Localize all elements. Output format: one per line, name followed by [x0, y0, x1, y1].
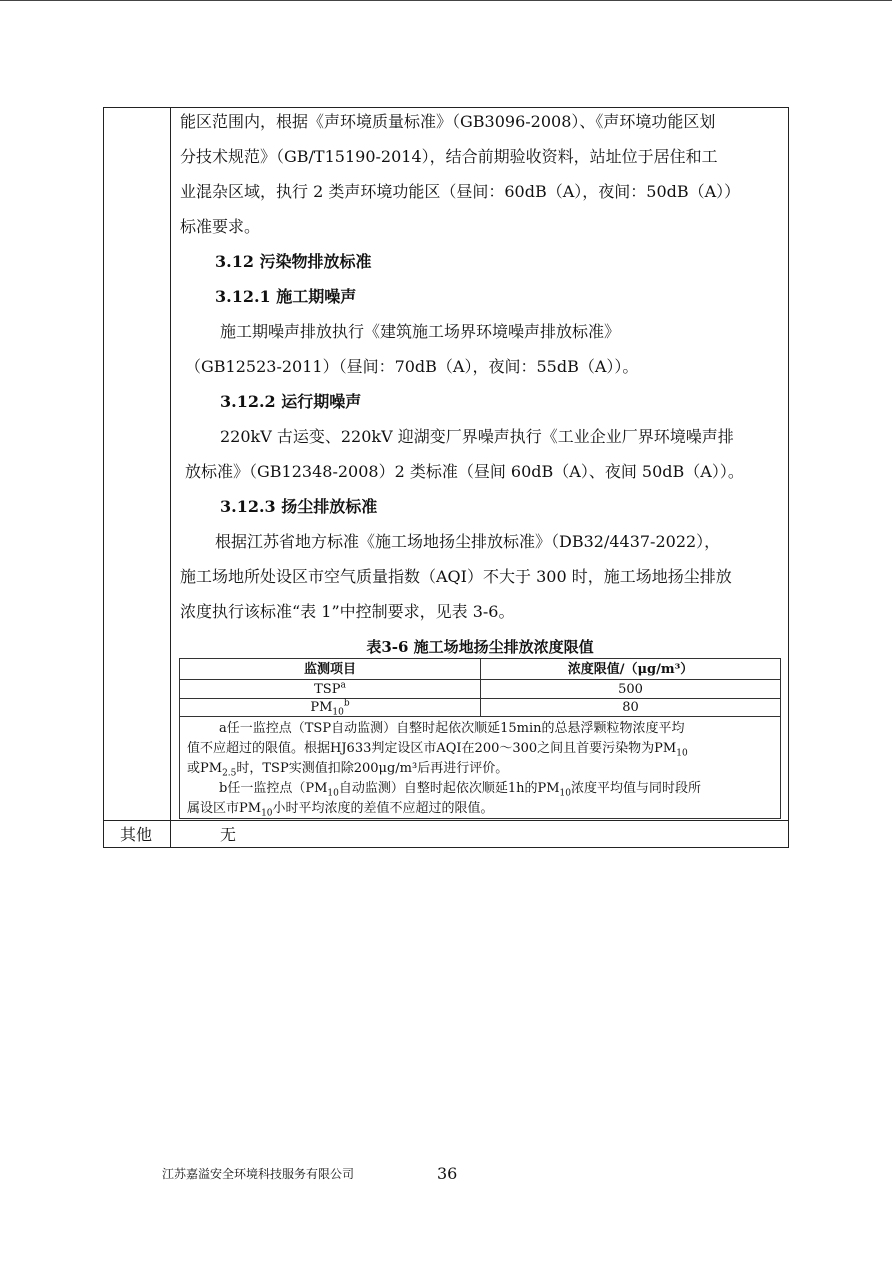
row-divider — [103, 820, 789, 821]
column-divider — [170, 107, 171, 848]
para-3-12-2-line-2: 放标准》（GB12348-2008）2 类标准（昼间 60dB（A）、夜间 50dB（A））。 — [185, 462, 744, 481]
table-note-b-line-1: b任一监控点（$PM_{10}$自动监测）自整时起依次顺延1h的$PM_{10}$浓度平均值与同时段所 — [219, 781, 702, 799]
para-3-12-3-line-1: 根据江苏省地方标准《施工场地扬尘排放标准》（DB32/4437-2022）， — [215, 532, 721, 551]
table-note-a-line-2: 值不应超过的限值。根据HJ633判定设区市AQI在200～300之间且首要污染物为$PM_{10}$ — [187, 741, 688, 759]
other-label: 其他 — [120, 825, 153, 844]
section-heading-3-12-3: 3.12.3 扬尘排放标准 — [220, 497, 378, 516]
para-3-12-3-line-3: 浓度执行该标准“表 1”中控制要求，见表 3-6。 — [180, 602, 515, 621]
table-note-a-line-1: a任一监控点（TSP自动监测）自整时起依次顺延15min的总悬浮颗粒物浓度平均 — [219, 721, 685, 736]
section-heading-3-12-1: 3.12.1 施工期噪声 — [215, 287, 357, 306]
top-rule — [0, 0, 892, 1]
table-row-pm10-item: $PM_{10}^b$ — [310, 698, 350, 718]
body-line-3: 业混杂区域，执行 2 类声环境功能区（昼间：60dB（A），夜间：50dB（A）） — [180, 182, 741, 201]
table-header-limit: 浓度限值/（μg/m³） — [567, 662, 694, 677]
table-row-pm10-value: 80 — [622, 700, 639, 715]
section-heading-3-12-2: 3.12.2 运行期噪声 — [220, 392, 362, 411]
table-title: 表3-6 施工场地扬尘排放浓度限值 — [366, 638, 594, 656]
table-note-a-line-3: 或$PM_{2.5}$时，TSP实测值扣除200μg/m³后再进行评价。 — [187, 761, 509, 779]
table-note-rule — [179, 716, 781, 717]
para-3-12-1-line-1: 施工期噪声排放执行《建筑施工场界环境噪声排放标准》 — [220, 322, 621, 341]
section-heading-3-12: 3.12 污染物排放标准 — [215, 252, 372, 271]
other-value: 无 — [220, 825, 237, 844]
para-3-12-3-line-2: 施工场地所处设区市空气质量指数（AQI）不大于 300 时，施工场地扬尘排放 — [180, 567, 732, 586]
body-line-4: 标准要求。 — [180, 217, 261, 236]
table-header-item: 监测项目 — [303, 662, 356, 677]
body-line-2: 分技术规范》（GB/T15190-2014），结合前期验收资料，站址位于居住和工 — [180, 147, 718, 166]
footer-company: 江苏嘉溢安全环境科技服务有限公司 — [162, 1167, 355, 1181]
page-number: 36 — [437, 1164, 458, 1183]
para-3-12-2-line-1: 220kV 古运变、220kV 迎湖变厂界噪声执行《工业企业厂界环境噪声排 — [220, 427, 734, 446]
body-line-1: 能区范围内，根据《声环境质量标准》（GB3096-2008）、《声环境功能区划 — [180, 112, 716, 131]
para-3-12-1-line-2: （GB12523-2011）（昼间：70dB（A），夜间：55dB（A））。 — [185, 357, 639, 376]
table-note-b-line-2: 属设区市$PM_{10}$小时平均浓度的差值不应超过的限值。 — [187, 801, 494, 819]
table-row-tsp-value: 500 — [618, 682, 643, 697]
table-row-tsp-item: TSP$^a$ — [314, 680, 346, 697]
